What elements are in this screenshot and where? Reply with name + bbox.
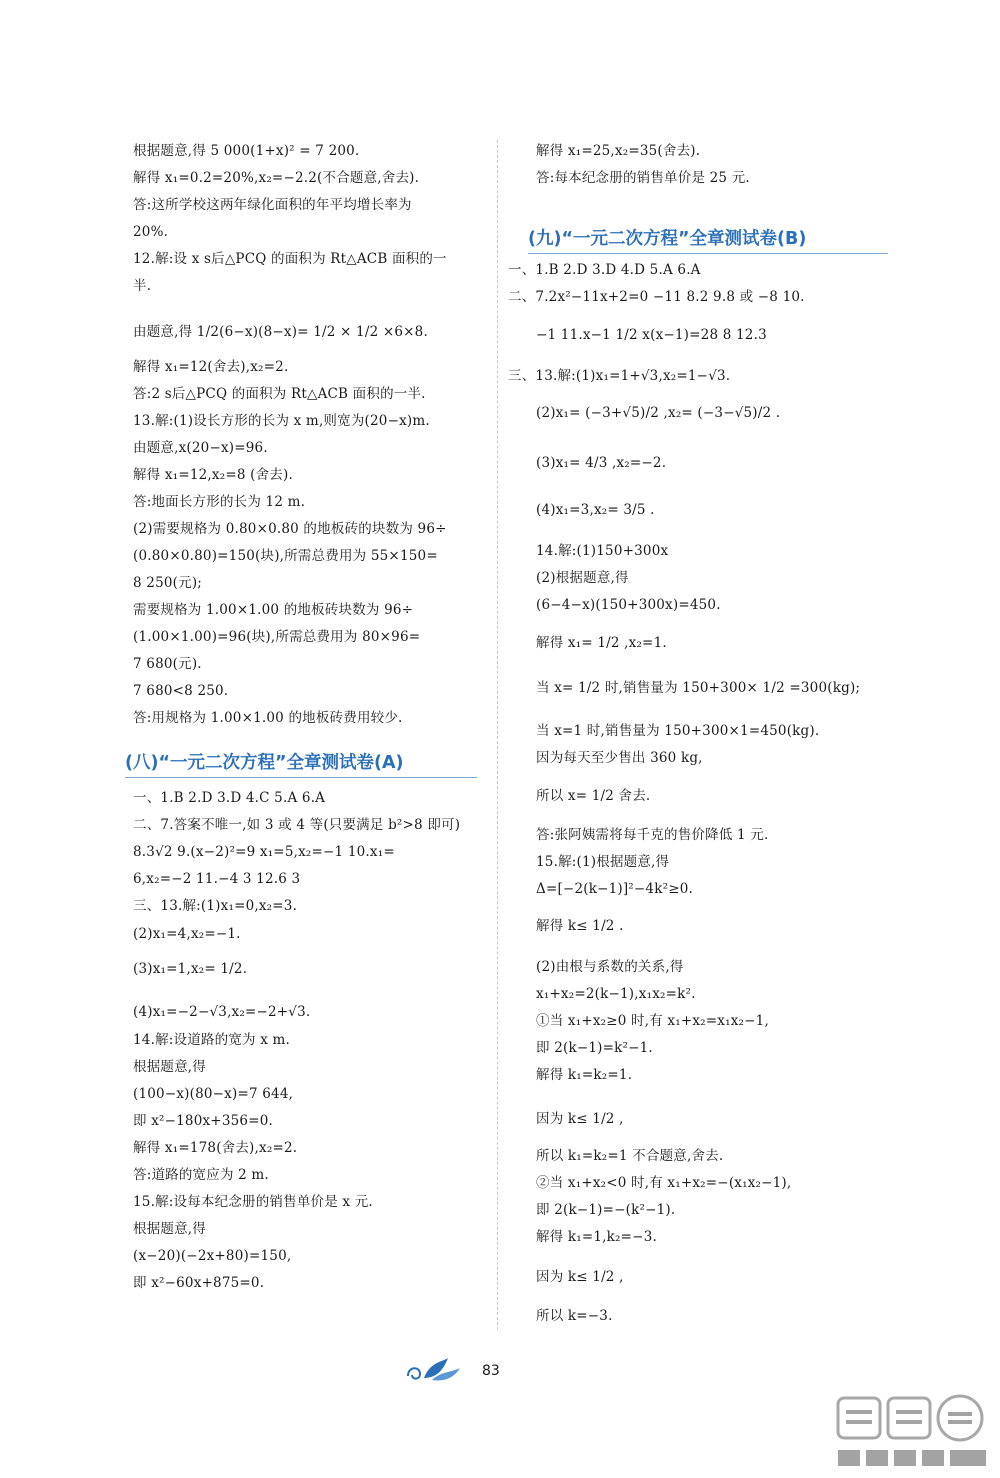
text-line: (2)x₁= (−3+√5)/2 ,x₂= (−3−√5)/2 . <box>536 405 781 421</box>
text-line: 根据题意,得 <box>133 1059 206 1075</box>
text-line: 解得 x₁= 1/2 ,x₂=1. <box>536 635 667 651</box>
text-line: 因为 k≤ 1/2 , <box>536 1269 624 1285</box>
text-line: (3)x₁=1,x₂= 1/2. <box>133 961 248 977</box>
text-line: 当 x=1 时,销售量为 150+300×1=450(kg). <box>536 723 820 739</box>
text-line: 解得 k₁=k₂=1. <box>536 1067 633 1083</box>
section-rule <box>125 777 477 778</box>
text-line: 14.解:(1)150+300x <box>536 543 669 559</box>
text-line: (100−x)(80−x)=7 644, <box>133 1086 294 1102</box>
text-line: 15.解:(1)根据题意,得 <box>536 854 670 870</box>
text-line: (4)x₁=3,x₂= 3/5 . <box>536 502 655 518</box>
text-line: 所以 x= 1/2 舍去. <box>536 788 651 804</box>
text-line: 解得 x₁=0.2=20%,x₂=−2.2(不合题意,舍去). <box>133 170 420 186</box>
text-line: 三、13.解:(1)x₁=0,x₂=3. <box>133 898 298 914</box>
text-line: 6,x₂=−2 11.−4 3 12.6 3 <box>133 871 301 887</box>
text-line: 需要规格为 1.00×1.00 的地板砖块数为 96÷ <box>133 602 414 618</box>
text-line: ①当 x₁+x₂≥0 时,有 x₁+x₂=x₁x₂−1, <box>536 1013 769 1029</box>
text-line: 7 680<8 250. <box>133 683 229 699</box>
text-line: 二、7.2x²−11x+2=0 −11 8.2 9.8 或 −8 10. <box>508 289 805 305</box>
text-line: 答:道路的宽应为 2 m. <box>133 1167 269 1183</box>
text-line: 由题意,得 1/2(6−x)(8−x)= 1/2 × 1/2 ×6×8. <box>133 324 428 340</box>
text-line: 一、1.B 2.D 3.D 4.D 5.A 6.A <box>508 262 701 278</box>
text-line: (2)由根与系数的关系,得 <box>536 959 684 975</box>
watermark-logo <box>832 1392 992 1472</box>
text-line: 解得 k≤ 1/2 . <box>536 918 624 934</box>
section-title-b: (九)“一元二次方程”全章测试卷(B) <box>528 229 807 249</box>
text-line: 所以 k=−3. <box>536 1308 613 1324</box>
text-line: 12.解:设 x s后△PCQ 的面积为 Rt△ACB 面积的一 <box>133 251 447 267</box>
text-line: x₁+x₂=2(k−1),x₁x₂=k². <box>536 986 696 1002</box>
text-line: −1 11.x−1 1/2 x(x−1)=28 8 12.3 <box>536 327 767 343</box>
text-line: 7 680(元). <box>133 656 202 672</box>
page-number: 83 <box>482 1363 500 1379</box>
text-line: 15.解:设每本纪念册的销售单价是 x 元. <box>133 1194 373 1210</box>
text-line: 一、1.B 2.D 3.D 4.C 5.A 6.A <box>133 790 326 806</box>
section-rule <box>528 253 888 254</box>
text-line: 答:用规格为 1.00×1.00 的地板砖费用较少. <box>133 710 403 726</box>
text-line: 即 x²−180x+356=0. <box>133 1113 273 1129</box>
text-line: 答:2 s后△PCQ 的面积为 Rt△ACB 面积的一半. <box>133 386 426 402</box>
text-line: 当 x= 1/2 时,销售量为 150+300× 1/2 =300(kg); <box>536 680 861 696</box>
text-line: 答:每本纪念册的销售单价是 25 元. <box>536 170 750 186</box>
text-line: 20%. <box>133 224 169 240</box>
text-line: 解得 k₁=1,k₂=−3. <box>536 1229 657 1245</box>
text-line: 答:张阿姨需将每千克的售价降低 1 元. <box>536 827 769 843</box>
text-line: (4)x₁=−2−√3,x₂=−2+√3. <box>133 1004 311 1020</box>
page-ornament-icon <box>402 1356 466 1386</box>
text-line: 14.解:设道路的宽为 x m. <box>133 1032 291 1048</box>
text-line: (1.00×1.00)=96(块),所需总费用为 80×96= <box>133 629 421 645</box>
text-line: 解得 x₁=25,x₂=35(舍去). <box>536 143 701 159</box>
column-divider <box>497 140 498 1330</box>
text-line: 即 2(k−1)=k²−1. <box>536 1040 653 1056</box>
text-line: 因为 k≤ 1/2 , <box>536 1111 624 1127</box>
text-line: (3)x₁= 4/3 ,x₂=−2. <box>536 455 667 471</box>
text-line: 根据题意,得 5 000(1+x)² = 7 200. <box>133 143 360 159</box>
text-line: 三、13.解:(1)x₁=1+√3,x₂=1−√3. <box>508 368 731 384</box>
text-line: 解得 x₁=12(舍去),x₂=2. <box>133 359 289 375</box>
text-line: 由题意,x(20−x)=96. <box>133 440 268 456</box>
text-line: (6−4−x)(150+300x)=450. <box>536 597 721 613</box>
text-line: 解得 x₁=178(舍去),x₂=2. <box>133 1140 298 1156</box>
text-line: (0.80×0.80)=150(块),所需总费用为 55×150= <box>133 548 438 564</box>
text-line: (2)需要规格为 0.80×0.80 的地板砖的块数为 96÷ <box>133 521 447 537</box>
text-line: (2)x₁=4,x₂=−1. <box>133 926 241 942</box>
section-title-a: (八)“一元二次方程”全章测试卷(A) <box>125 753 404 773</box>
text-line: 半. <box>133 278 152 294</box>
text-line: 根据题意,得 <box>133 1221 206 1237</box>
text-line: 即 2(k−1)=−(k²−1). <box>536 1202 676 1218</box>
text-line: 答:地面长方形的长为 12 m. <box>133 494 306 510</box>
text-line: 二、7.答案不唯一,如 3 或 4 等(只要满足 b²>8 即可) <box>133 817 461 833</box>
text-line: 解得 x₁=12,x₂=8 (舍去). <box>133 467 293 483</box>
text-line: 13.解:(1)设长方形的长为 x m,则宽为(20−x)m. <box>133 413 430 429</box>
text-line: 答:这所学校这两年绿化面积的年平均增长率为 <box>133 197 412 213</box>
text-line: (x−20)(−2x+80)=150, <box>133 1248 292 1264</box>
text-line: (2)根据题意,得 <box>536 570 629 586</box>
text-line: 因为每天至少售出 360 kg, <box>536 750 703 766</box>
text-line: 所以 k₁=k₂=1 不合题意,舍去. <box>536 1148 724 1164</box>
text-line: ②当 x₁+x₂<0 时,有 x₁+x₂=−(x₁x₂−1), <box>536 1175 792 1191</box>
text-line: Δ=[−2(k−1)]²−4k²≥0. <box>536 881 694 897</box>
text-line: 8.3√2 9.(x−2)²=9 x₁=5,x₂=−1 10.x₁= <box>133 844 395 860</box>
text-line: 8 250(元); <box>133 575 203 591</box>
text-line: 即 x²−60x+875=0. <box>133 1275 265 1291</box>
